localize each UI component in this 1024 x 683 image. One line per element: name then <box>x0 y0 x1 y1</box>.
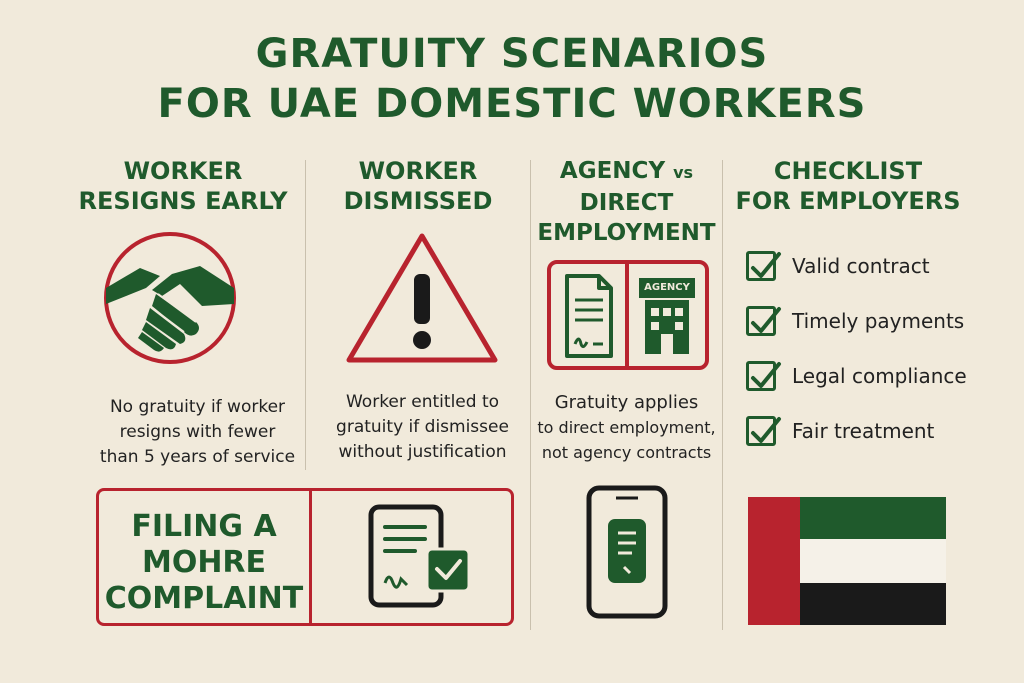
filing-panel-separator <box>309 491 312 623</box>
checklist-item <box>746 303 964 339</box>
section-dismissed-caption <box>315 390 530 465</box>
caption-line: Worker entitled to <box>345 392 500 412</box>
section-resigns-caption <box>90 395 305 470</box>
agency-sign-label: AGENCY <box>644 282 690 293</box>
caption-line: resigns with fewer <box>119 422 276 442</box>
approved-document-icon <box>367 503 477 611</box>
section-checklist-heading <box>723 156 973 216</box>
handshake-icon <box>102 230 238 366</box>
filing-complaint-panel <box>96 488 514 626</box>
checkbox-checked-icon <box>746 251 776 281</box>
checklist-item-label: Valid contract <box>792 254 930 278</box>
filing-line3: COMPLAINT <box>104 581 304 616</box>
vs-word: vs <box>673 163 694 182</box>
checklist-item-label: Legal compliance <box>792 364 967 388</box>
section-agency-heading-line3: EMPLOYMENT <box>537 220 716 246</box>
caption-line: Gratuity applies <box>554 392 699 413</box>
section-dismissed-heading-line1: WORKER <box>358 157 478 185</box>
checklist-item <box>746 413 934 449</box>
caption-line: gratuity if dismissee <box>336 417 509 437</box>
warning-icon <box>343 230 501 366</box>
section-resigns-heading <box>60 156 306 216</box>
section-agency-heading-line1 <box>531 156 722 188</box>
section-dismissed-heading-line2: DISMISSED <box>343 187 493 215</box>
checkbox-checked-icon <box>746 361 776 391</box>
document-and-agency-icon <box>547 260 709 370</box>
section-resigns-heading-line2: RESIGNS EARLY <box>78 187 288 215</box>
uae-flag-icon <box>748 497 946 625</box>
checkbox-checked-icon <box>746 416 776 446</box>
section-resigns-heading-line1: WORKER <box>123 157 243 185</box>
section-agency-heading <box>531 156 722 248</box>
checkbox-checked-icon <box>746 306 776 336</box>
filing-line2: MOHRE <box>141 545 267 580</box>
filing-line1: FILING A <box>131 509 277 544</box>
filing-complaint-text <box>99 509 309 617</box>
column-divider-3 <box>722 160 723 630</box>
checklist-item <box>746 358 967 394</box>
caption-line: to direct employment, <box>537 418 716 437</box>
checklist-item <box>746 248 930 284</box>
checklist-item-label: Fair treatment <box>792 419 935 443</box>
caption-line: No gratuity if worker <box>109 397 286 417</box>
caption-line: not agency contracts <box>541 443 712 462</box>
caption-line: without justification <box>338 442 507 462</box>
checklist-item-label: Timely payments <box>792 309 965 333</box>
section-agency-heading-line2: DIRECT <box>579 190 674 216</box>
mobile-phone-icon <box>586 485 668 619</box>
agency-word: AGENCY <box>559 158 666 184</box>
section-agency-caption <box>531 390 722 465</box>
section-checklist-heading-line1: CHECKLIST <box>773 157 923 185</box>
page-title-line2: FOR UAE DOMESTIC WORKERS <box>157 81 867 127</box>
section-checklist-heading-line2: FOR EMPLOYERS <box>735 187 961 215</box>
page-title-line1: GRATUITY SCENARIOS <box>255 31 769 77</box>
section-dismissed-heading <box>306 156 530 216</box>
caption-line: than 5 years of service <box>99 447 296 467</box>
